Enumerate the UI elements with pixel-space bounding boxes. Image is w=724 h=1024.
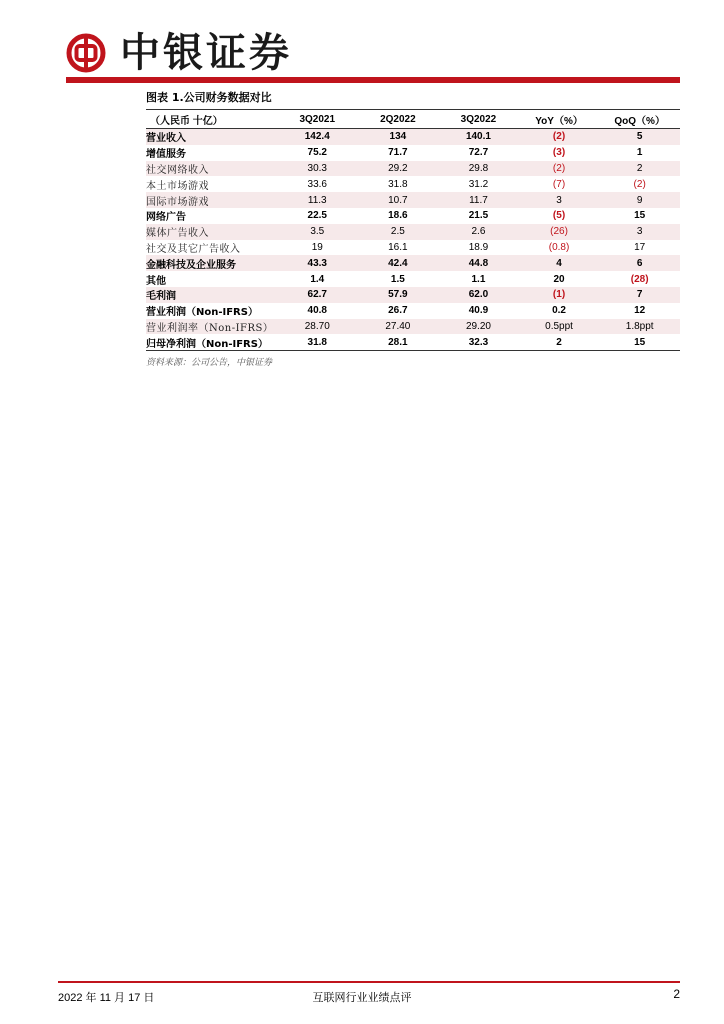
column-header: 3Q2022 [438,110,519,129]
row-label: 营业利润（Non-IFRS） [146,307,258,319]
table-cell: 31.8 [277,334,358,350]
table-cell: 3 [636,226,643,238]
row-label: 媒体广告收入 [146,228,209,240]
source-note: 资料来源：公司公告，中银证券 [146,358,273,369]
table-cell: 4 [556,257,562,269]
table-cell: 19 [311,241,323,253]
table-cell: 1.5 [390,273,405,285]
table-row [146,271,680,287]
table-cell: 32.3 [438,334,519,350]
table-cell: 40.9 [468,305,489,317]
table-cell: 15 [634,210,646,222]
table-cell: 11.3 [307,194,327,206]
table-row [146,334,680,350]
table-cell: 7 [636,289,643,301]
table-cell: 31.8 [388,178,408,190]
table-row [146,145,680,161]
table-cell: 9 [636,194,643,206]
table-row [146,255,680,271]
column-header: 3Q2021 [277,110,358,129]
table-cell: 1.4 [310,273,325,285]
table-cell: 18.6 [388,210,408,222]
row-label: 归母净利润（Non-IFRS） [146,334,277,350]
table-cell: 75.2 [307,147,327,159]
header-divider [66,77,680,83]
table-cell: (26) [550,226,568,238]
table-cell: 1.8ppt [625,320,654,332]
report-title: 互联网行业业绩点评 [312,991,412,1004]
figure-title: 图表 1.公司财务数据对比 [146,88,680,110]
table-cell: 30.3 [307,162,327,174]
table-cell: 28.70 [304,320,330,332]
row-label: 国际市场游戏 [146,196,209,208]
table-cell: 2.6 [471,226,486,238]
table-cell: 43.3 [307,257,327,269]
table-cell: 62.7 [307,289,327,301]
table-cell: 57.9 [388,289,408,301]
page-header [0,0,724,90]
table-cell: 134 [389,131,407,143]
table-row [146,192,680,208]
table-row [146,208,680,224]
table-cell: 12 [634,305,646,317]
table-cell: 33.6 [307,178,327,190]
table-row [146,129,680,145]
table-row [146,287,680,303]
bank-of-china-logo [66,33,106,73]
table-cell: 22.5 [307,210,327,222]
table-cell: 1.1 [471,273,486,285]
table-cell: (2) [552,162,566,174]
table-header-row [146,110,680,129]
table-cell: 0.5ppt [545,320,573,332]
table-cell: (1) [552,289,566,301]
table-cell: 5 [636,131,643,143]
table-cell: 142.4 [304,131,330,143]
table-cell: 72.7 [468,147,489,159]
table-cell: 26.7 [388,305,408,317]
table-cell: (5) [552,210,566,222]
column-header: 2Q2022 [358,110,439,129]
table-row [146,240,680,256]
row-label: 社交网络收入 [146,164,209,176]
table-cell: 140.1 [465,131,491,143]
table-cell: (2) [552,131,566,143]
table-row [146,161,680,177]
table-cell: (2) [633,178,646,190]
table-cell: 31.2 [468,178,489,190]
column-header: （人民币 十亿） [146,110,277,129]
table-cell: 20 [553,273,565,285]
table-cell: 2 [636,162,643,174]
table-cell: 44.8 [468,257,489,269]
table-cell: 15 [599,334,680,350]
table-cell: 3.5 [310,226,325,238]
table-cell: 29.20 [465,320,491,332]
row-label: 本土市场游戏 [146,180,209,192]
table-cell: 16.1 [388,241,408,253]
table-cell: 21.5 [468,210,489,222]
row-label: 营业利润率（Non-IFRS） [146,322,274,334]
row-label: 社交及其它广告收入 [146,243,241,255]
column-header: YoY（%） [519,110,600,129]
column-header: QoQ（%） [599,110,680,129]
row-label: 网络广告 [146,212,186,224]
row-label: 其他 [146,275,166,287]
row-label: 毛利润 [146,291,176,303]
table-cell: 1 [636,147,643,159]
table-cell: 17 [634,241,646,253]
table-cell: (0.8) [548,241,570,253]
table-cell: (7) [552,178,566,190]
table-cell: 28.1 [358,334,439,350]
financial-data-table [146,110,680,351]
table-cell: (28) [630,273,649,285]
table-cell: 6 [636,257,643,269]
table-cell: 40.8 [307,305,327,317]
brand-name: 中银证券 [120,29,292,76]
table-cell: 3 [556,194,562,206]
table-row [146,319,680,335]
page-number: 2 [673,987,680,1001]
table-cell: 42.4 [388,257,408,269]
table-cell: 29.8 [468,162,489,174]
table-cell: 71.7 [388,147,408,159]
table-cell: 10.7 [388,194,408,206]
table-cell: (3) [552,147,566,159]
table-cell: 29.2 [388,162,408,174]
figure-container [146,88,680,368]
table-cell: 27.40 [385,320,411,332]
table-cell: 11.7 [469,194,488,206]
row-label: 金融科技及企业服务 [146,259,236,271]
row-label: 增值服务 [146,149,186,161]
footer-divider [58,981,680,983]
report-date: 2022 年 11 月 17 日 [58,992,155,1004]
table-cell: 2.5 [390,226,405,238]
table-cell: 18.9 [468,241,489,253]
table-cell: 62.0 [468,289,489,301]
table-cell: 2 [519,334,600,350]
row-label: 营业收入 [146,133,186,145]
table-row [146,224,680,240]
table-cell: 0.2 [552,305,566,317]
table-row [146,303,680,319]
table-row [146,176,680,192]
